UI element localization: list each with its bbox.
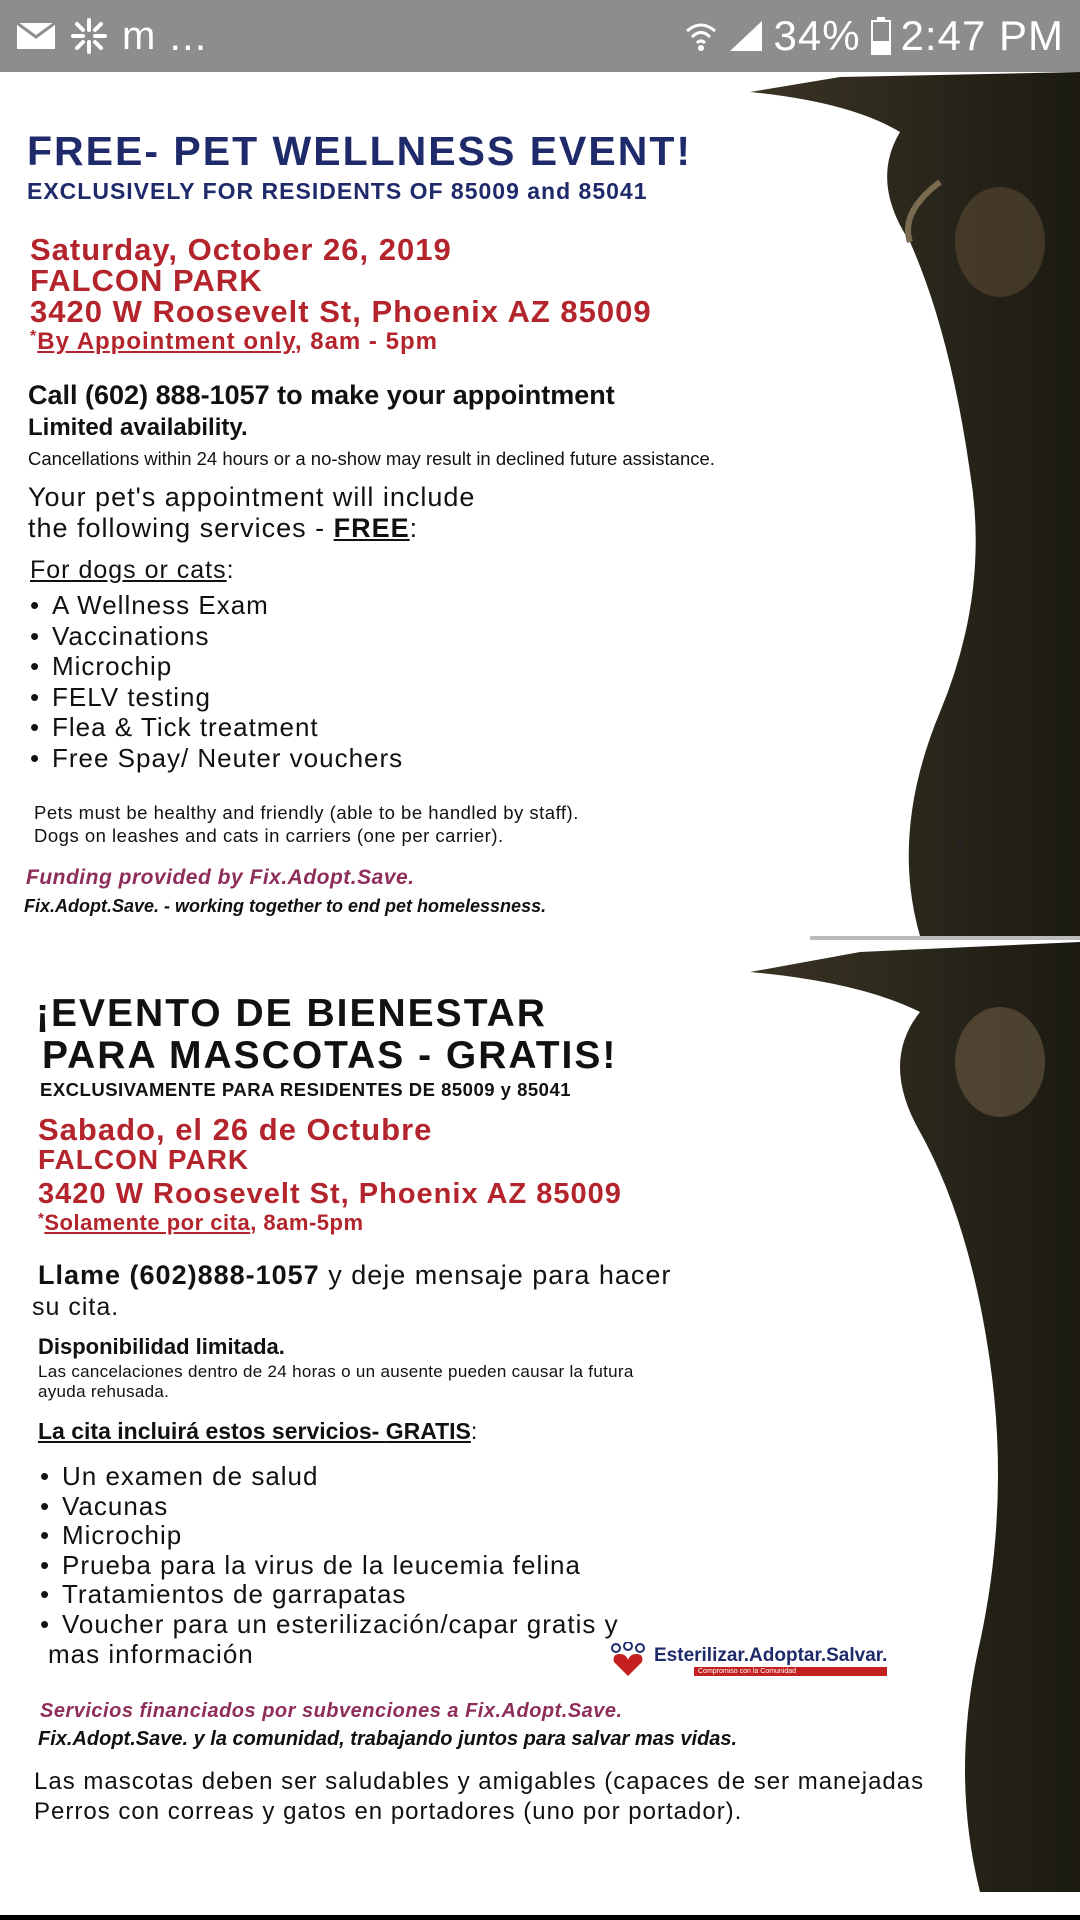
image-viewer[interactable] xyxy=(0,72,1080,1915)
logo-text: Esterilizar.Adoptar.Salvar. xyxy=(654,1644,888,1666)
status-bar xyxy=(0,0,1080,72)
evento-subtitle: EXCLUSIVAMENTE PARA RESIDENTES DE 85009 y 85041 xyxy=(40,1079,572,1100)
phone-link[interactable]: (602)888-1057 xyxy=(129,1260,320,1290)
mcdonalds-icon: m xyxy=(122,14,156,58)
list-item: • Free Spay/ Neuter vouchers xyxy=(30,743,403,774)
requirement-2: Dogs on leashes and cats in carriers (one per carrier). xyxy=(34,825,504,846)
clock: 2:47 PM xyxy=(900,12,1064,59)
battery-percent: 34% xyxy=(773,12,861,59)
list-item: • Prueba para la virus de la leucemia felina xyxy=(40,1551,619,1581)
list-item: • Un examen de salud xyxy=(40,1462,619,1492)
notification-icons xyxy=(16,12,207,60)
cancelaciones-2: ayuda rehusada. xyxy=(38,1382,170,1401)
more-notifications: ... xyxy=(169,12,208,59)
list-item: • A Wellness Exam xyxy=(30,590,403,621)
evento-address: 3420 W Roosevelt St, Phoenix AZ 85009 xyxy=(38,1178,622,1210)
incluira-prefix: La cita incluirá estos servicios- xyxy=(38,1418,386,1444)
cancellation-notice: Cancellations within 24 hours or a no-show may result in declined future assistance. xyxy=(28,448,715,469)
cancelaciones-1: Las cancelaciones dentro de 24 horas o un ausente pueden causar la futura xyxy=(38,1362,634,1381)
include-prefix: the following services - xyxy=(28,513,334,543)
flyer-english xyxy=(0,72,1080,936)
flyer-spanish xyxy=(0,942,1080,1892)
logo-subtext: Compromiso con la Comunidad xyxy=(694,1667,887,1676)
requisito-1: Las mascotas deben ser saludables y amigables (capaces de ser manejadas xyxy=(34,1768,925,1795)
system-icons xyxy=(684,12,1064,60)
event-venue: FALCON PARK xyxy=(30,263,263,298)
include-line-2 xyxy=(28,513,418,544)
evento-venue: FALCON PARK xyxy=(38,1144,250,1175)
free-label: FREE xyxy=(333,513,410,543)
services-list xyxy=(30,590,403,773)
funding-line: Funding provided by Fix.Adopt.Save. xyxy=(26,866,415,889)
pinwheel-icon xyxy=(70,17,108,55)
list-item: • Tratamientos de garrapatas xyxy=(40,1580,619,1610)
incluira-text xyxy=(38,1418,471,1444)
wifi-icon xyxy=(684,19,718,53)
cita-line xyxy=(38,1210,364,1236)
appointment-hours: , 8am - 5pm xyxy=(294,328,438,355)
disponibilidad: Disponibilidad limitada. xyxy=(38,1334,285,1359)
event-subtitle: EXCLUSIVELY FOR RESIDENTS OF 85009 and 85041 xyxy=(27,178,648,204)
battery-icon xyxy=(871,17,891,55)
phone-link[interactable]: (602) 888-1057 xyxy=(85,380,270,410)
paw-heart-icon xyxy=(608,1642,648,1678)
include-colon: : xyxy=(409,513,419,543)
list-item: • Microchip xyxy=(40,1521,619,1551)
gratis-label: GRATIS xyxy=(385,1418,471,1444)
list-item: • Vaccinations xyxy=(30,621,403,652)
panel-divider xyxy=(810,936,1080,940)
llame-prefix: Llame xyxy=(38,1260,130,1290)
call-suffix: to make your appointment xyxy=(269,380,615,410)
appointment-only-link[interactable]: By Appointment only xyxy=(37,328,295,355)
cat-photo xyxy=(750,942,1080,1892)
list-item: • Flea & Tick treatment xyxy=(30,712,403,743)
logo-text-block xyxy=(654,1645,887,1676)
tagline-es: Fix.Adopt.Save. y la comunidad, trabajando juntos para salvar mas vidas. xyxy=(38,1728,738,1750)
llame-suffix: y deje mensaje para hacer xyxy=(319,1260,672,1290)
for-heading-colon: : xyxy=(226,556,235,584)
event-date: Saturday, October 26, 2019 xyxy=(30,232,452,267)
solamente-link[interactable]: Solamente por cita xyxy=(44,1210,251,1235)
mas-informacion: mas información xyxy=(48,1639,254,1669)
for-heading-text: For dogs or cats xyxy=(30,556,227,584)
include-line-1: Your pet's appointment will include xyxy=(28,482,476,512)
servicios-financiados: Servicios financiados por subvenciones a Fix.Adopt.Save. xyxy=(40,1700,623,1722)
for-dogs-cats-heading xyxy=(30,556,235,585)
list-item: • Microchip xyxy=(30,651,403,682)
event-address: 3420 W Roosevelt St, Phoenix AZ 85009 xyxy=(30,294,652,329)
list-item: • Voucher para un esterilización/capar gratis y xyxy=(40,1610,619,1640)
asterisk: * xyxy=(38,1210,45,1227)
call-line xyxy=(28,380,615,411)
su-cita: su cita. xyxy=(32,1293,120,1321)
evento-title-2: PARA MASCOTAS - GRATIS! xyxy=(42,1034,618,1077)
incluira-heading xyxy=(38,1418,477,1445)
requisito-2: Perros con correas y gatos en portadores (uno por portador). xyxy=(34,1798,743,1825)
appointment-line xyxy=(30,328,438,356)
limited-availability: Limited availability. xyxy=(28,414,248,441)
asterisk: * xyxy=(30,328,38,345)
llame-line xyxy=(38,1260,671,1291)
event-title: FREE- PET WELLNESS EVENT! xyxy=(27,128,693,174)
incluira-colon: : xyxy=(470,1418,478,1444)
requirement-1: Pets must be healthy and friendly (able to be handled by staff). xyxy=(34,802,579,823)
evento-date: Sabado, el 26 de Octubre xyxy=(38,1112,433,1147)
cat-photo xyxy=(750,72,1080,936)
servicios-list xyxy=(40,1462,619,1639)
list-item: • FELV testing xyxy=(30,682,403,713)
tagline: Fix.Adopt.Save. - working together to end pet homelessness. xyxy=(24,896,547,916)
list-item: • Vacunas xyxy=(40,1492,619,1522)
mail-icon xyxy=(16,22,56,50)
cita-hours: , 8am-5pm xyxy=(250,1210,364,1235)
call-prefix: Call xyxy=(28,380,86,410)
signal-icon xyxy=(728,19,764,53)
esterilizar-logo xyxy=(608,1642,887,1678)
evento-title-1: ¡EVENTO DE BIENESTAR xyxy=(36,992,547,1035)
